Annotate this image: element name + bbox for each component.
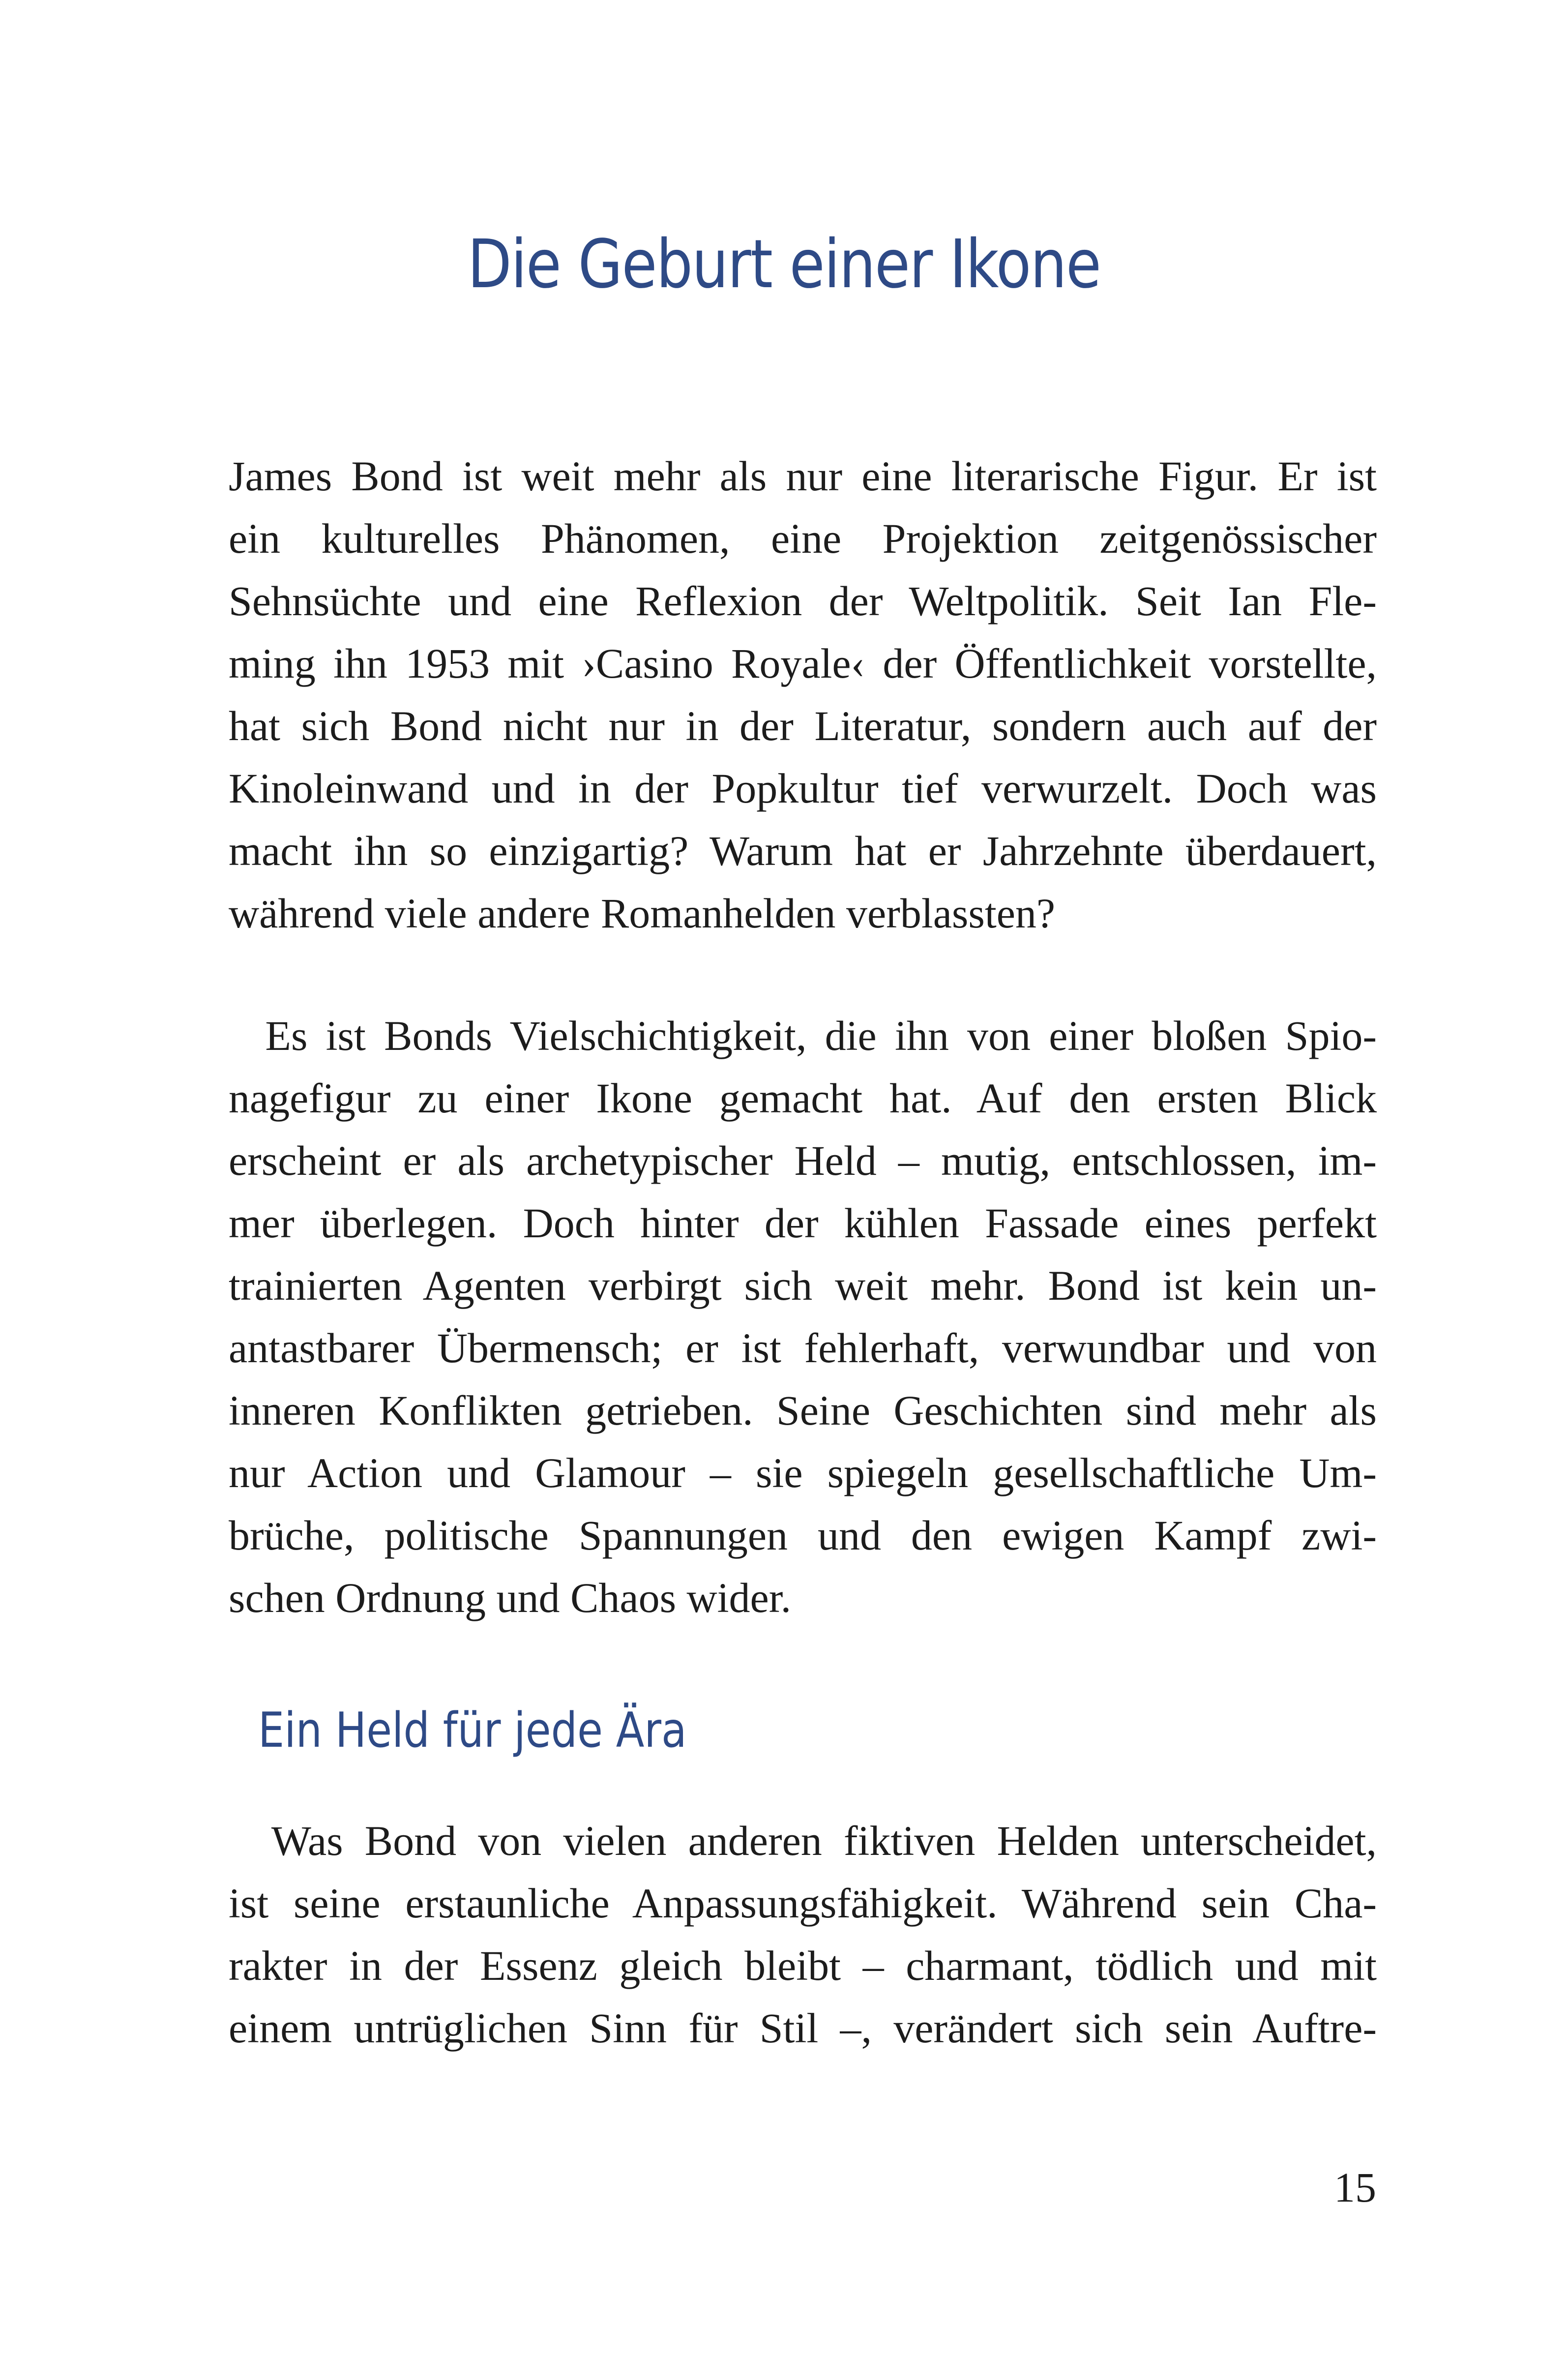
paragraph-2: [229, 1005, 1377, 1629]
text-line: inneren Konflikten getrieben. Seine Geschichten sind mehr als: [229, 1387, 1377, 1434]
text-line: Was Bond von vielen anderen fiktiven Helden unterscheidet,: [229, 1817, 1377, 1864]
text-line: einem untrüglichen Sinn für Stil –, verändert sich sein Auftre-: [229, 2004, 1377, 2052]
text-line: ist seine erstaunliche Anpassungsfähigkeit. Während sein Cha-: [229, 1880, 1377, 1927]
text-line: hat sich Bond nicht nur in der Literatur, sondern auch auf der: [229, 702, 1377, 749]
text-line: James Bond ist weit mehr als nur eine literarische Figur. Er ist: [229, 452, 1377, 500]
text-line: Sehnsüchte und eine Reflexion der Weltpolitik. Seit Ian Fle-: [229, 577, 1377, 625]
chapter-title: Die Geburt einer Ikone: [467, 226, 1101, 303]
text-line: antastbarer Übermensch; er ist fehlerhaft, verwundbar und von: [229, 1324, 1377, 1372]
text-line: brüche, politische Spannungen und den ewigen Kampf zwi-: [229, 1512, 1377, 1559]
paragraph-1: [229, 445, 1377, 945]
text-line: Kinoleinwand und in der Popkultur tief verwurzelt. Doch was: [229, 765, 1377, 812]
text-line: trainierten Agenten verbirgt sich weit mehr. Bond ist kein un-: [229, 1262, 1377, 1309]
text-line: erscheint er als archetypischer Held – mutig, entschlossen, im-: [229, 1137, 1377, 1184]
text-line: macht ihn so einzigartig? Warum hat er Jahrzehnte überdauert,: [229, 827, 1377, 874]
text-line: während viele andere Romanhelden verblassten?: [229, 890, 1056, 937]
section-heading: Ein Held für jede Ära: [258, 1702, 687, 1759]
text-line: ming ihn 1953 mit ›Casino Royale‹ der Öffentlichkeit vorstellte,: [229, 640, 1377, 687]
text-line: mer überlegen. Doch hinter der kühlen Fassade eines perfekt: [229, 1199, 1377, 1247]
text-line: nagefigur zu einer Ikone gemacht hat. Auf den ersten Blick: [229, 1075, 1377, 1122]
text-line: Es ist Bonds Vielschichtigkeit, die ihn von einer bloßen Spio-: [229, 1012, 1377, 1059]
text-line: rakter in der Essenz gleich bleibt – charmant, tödlich und mit: [229, 1942, 1377, 1989]
text-line: ein kulturelles Phänomen, eine Projektion zeitgenössischer: [229, 515, 1377, 562]
page-number: 15: [1334, 2164, 1376, 2211]
text-line: schen Ordnung und Chaos wider.: [229, 1574, 792, 1621]
text-line: nur Action und Glamour – sie spiegeln gesellschaftliche Um-: [229, 1449, 1377, 1496]
paragraph-3: [229, 1810, 1377, 2060]
